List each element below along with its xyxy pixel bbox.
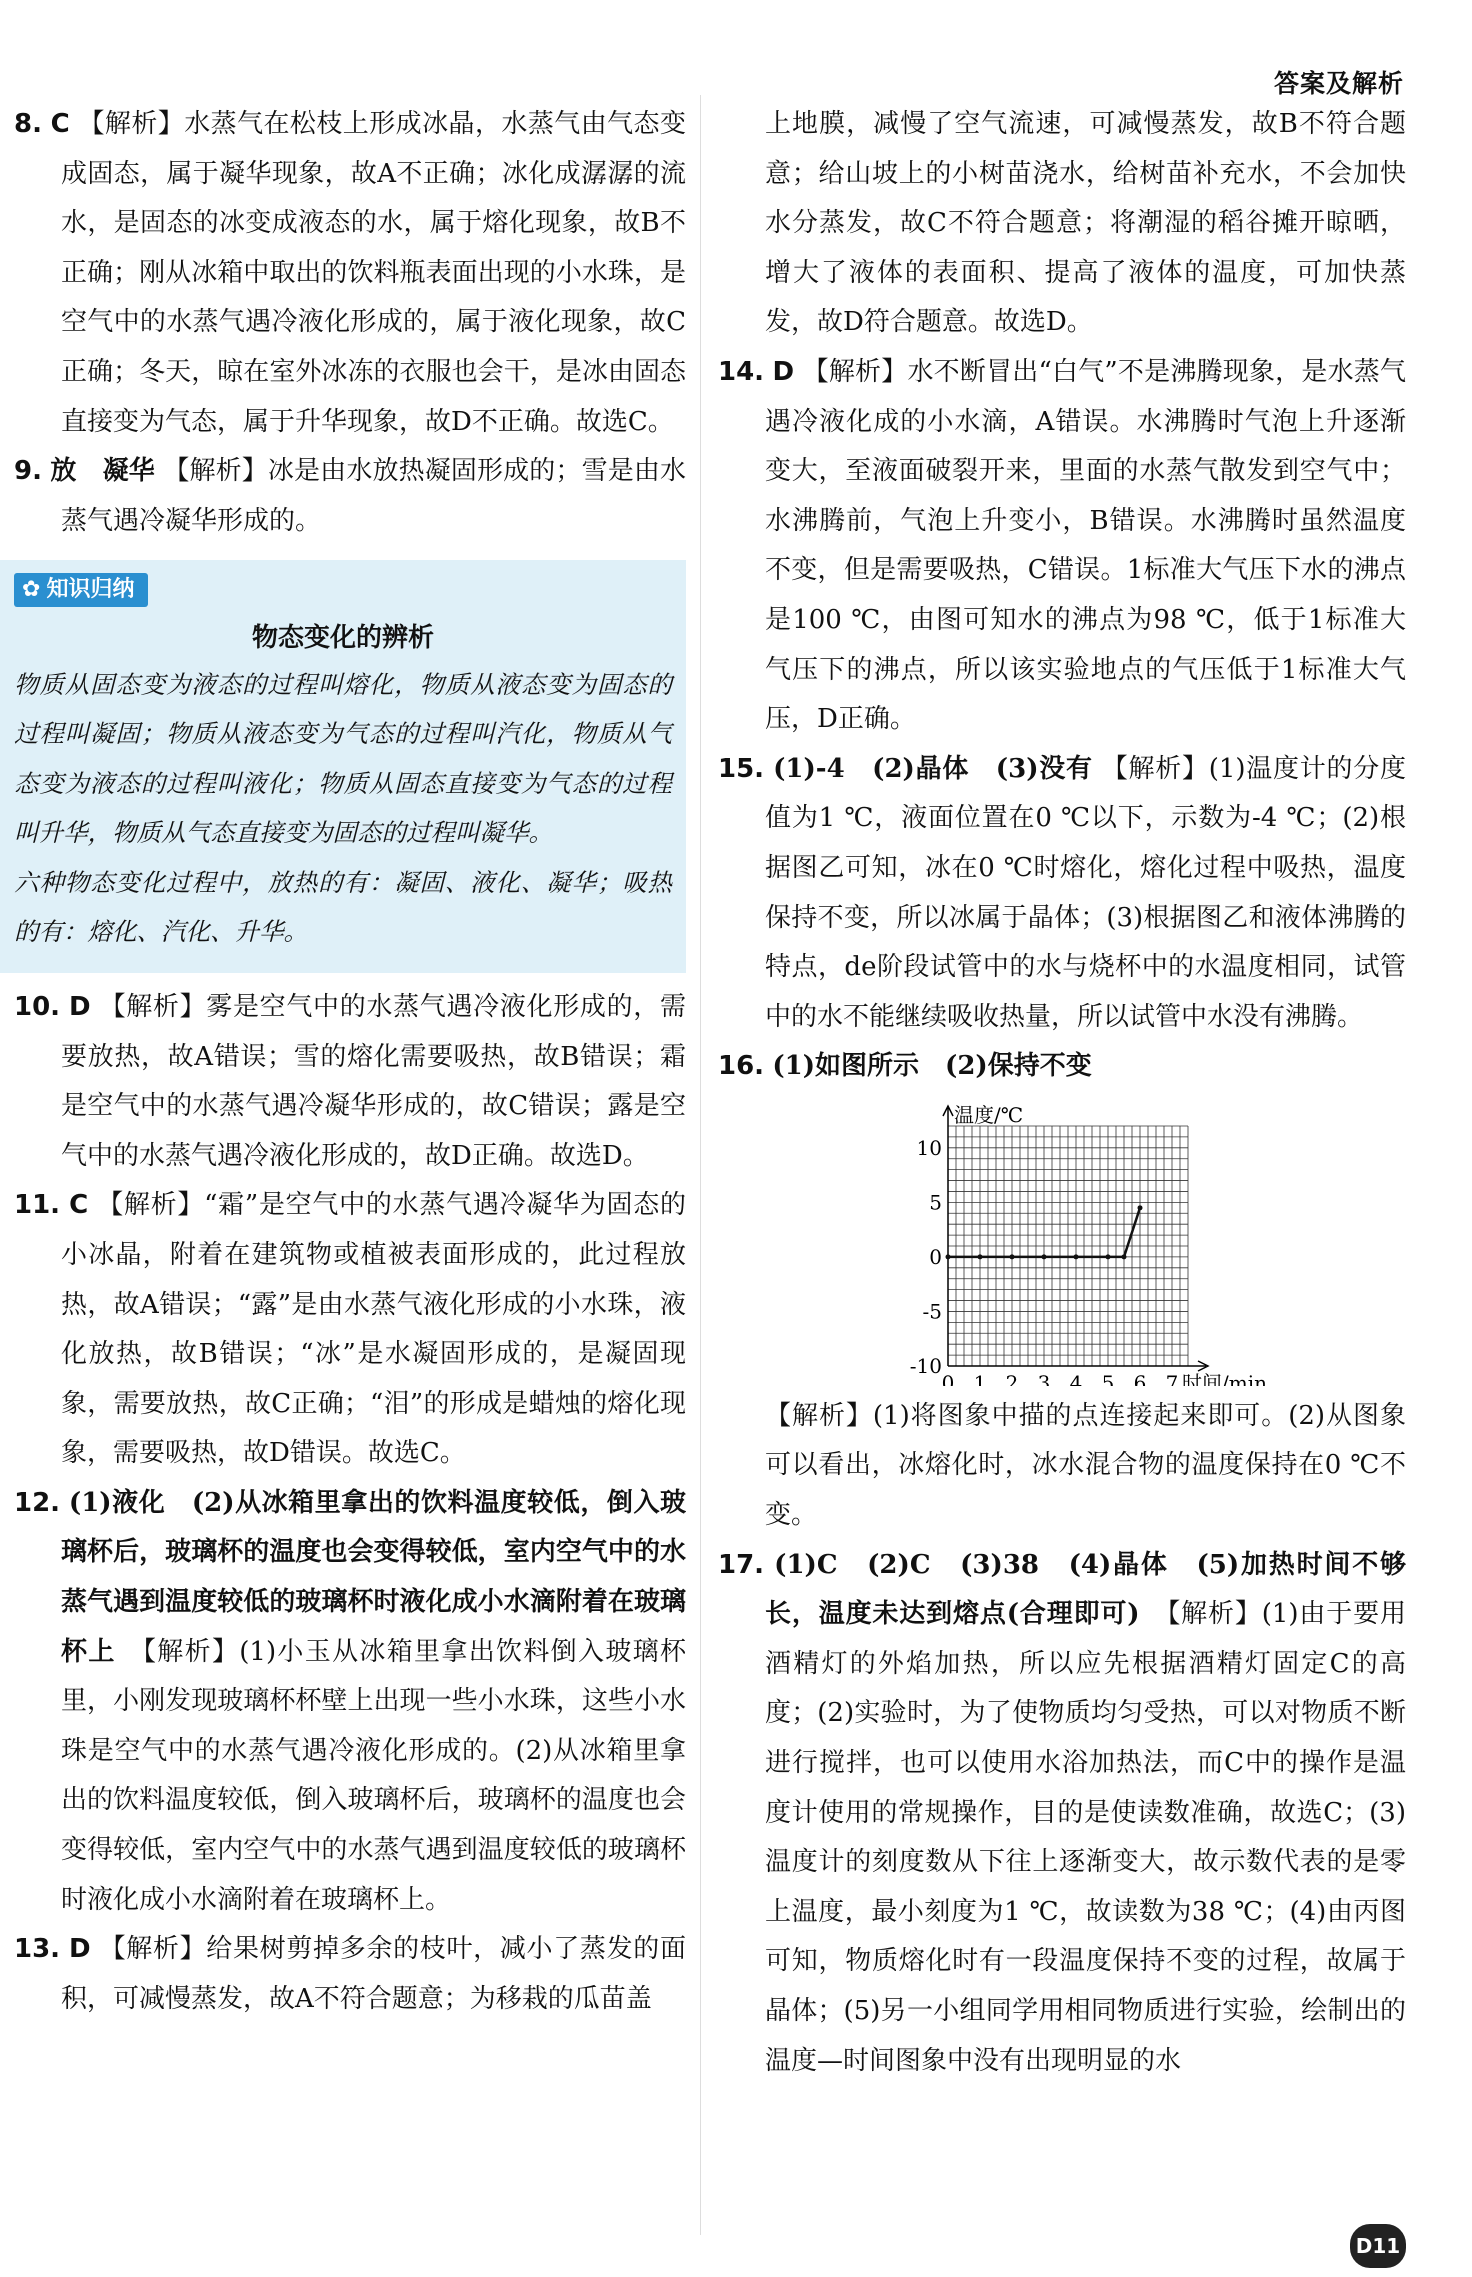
knowledge-para-1: 物质从固态变为液态的过程叫熔化，物质从液态变为固态的过程叫凝固；物质从液态变为气态的过程叫汽化，物质从气态变为液态的过程叫液化；物质从固态直接变为气态的过程叫升华，物质从气态直接变为固态的过程叫凝华。 [14, 669, 672, 848]
q13-explanation: 【解析】给果树剪掉多余的枝叶，减小了蒸发的面积，可减慢蒸发，故A不符合题意；为移栽的瓜苗盖 [61, 1934, 686, 2014]
x-tick-label: 1 [973, 1370, 987, 1386]
answer-13 [14, 1925, 686, 2024]
left-column [14, 100, 686, 2024]
data-point [1042, 1254, 1047, 1259]
answer-11 [14, 1181, 686, 1479]
q8-explanation: 【解析】水蒸气在松枝上形成冰晶，水蒸气由气态变成固态，属于凝华现象，故A不正确；冰化成潺潺的流水，是固态的冰变成液态的水，属于熔化现象，故B不正确；刚从冰箱中取出的饮料瓶表面出现的小水珠，是空气中的水蒸气遇冷液化形成的，属于液化现象，故C正确；冬天，晾在室外冰冻的衣服也会干，是冰由固态直接变为气态，属于升华现象，故D不正确。故选C。 [61, 109, 686, 437]
temperature-chart-svg [858, 1096, 1278, 1386]
q11-explanation: 【解析】“霜”是空气中的水蒸气遇冷凝华为固态的小冰晶，附着在建筑物或植被表面形成的，此过程放热，故A错误；“露”是由水蒸气液化形成的小水珠，液化放热，故B错误；“冰”是水凝固形成的，是凝固现象，需要放热，故C正确；“泪”的形成是蜡烛的熔化现象，需要吸热，故D错误。故选C。 [61, 1190, 687, 1469]
data-point [1138, 1205, 1143, 1210]
answer-12 [14, 1479, 686, 1925]
q12-explanation: 【解析】(1)小玉从冰箱里拿出饮料倒入玻璃杯里，小刚发现玻璃杯杯壁上出现一些小水珠，这些小水珠是空气中的水蒸气遇冷液化形成的。(2)从冰箱里拿出的饮料温度较低，倒入玻璃杯后，玻璃杯的温度也会变得较低，室内空气中的水蒸气遇到温度较低的玻璃杯时液化成小水滴附着在玻璃杯上。 [61, 1636, 686, 1915]
q16-answer: (1)如图所示 (2)保持不变 [772, 1051, 1092, 1082]
y-tick-label: -10 [909, 1353, 942, 1378]
q16-explanation: 【解析】(1)将图象中描的点连接起来即可。(2)从图象可以看出，冰熔化时，冰水混合物的温度保持在0 ℃不变。 [765, 1400, 1406, 1531]
q15-answer: (1)-4 (2)晶体 (3)没有 [773, 753, 1093, 784]
q13-number: 13. [14, 1934, 61, 1965]
q9-number: 9. [14, 456, 42, 487]
answer-15 [718, 745, 1406, 1043]
x-tick-label: 4 [1069, 1370, 1083, 1386]
knowledge-tag [14, 573, 148, 607]
knowledge-para-2: 六种物态变化过程中，放热的有：凝固、液化、凝华；吸热的有：熔化、汽化、升华。 [14, 867, 672, 947]
star-icon: ✿ [22, 577, 41, 603]
x-tick-label: 2 [1005, 1370, 1019, 1386]
q14-answer: D [772, 356, 795, 387]
y-tick-label: 0 [929, 1244, 942, 1269]
q12-number: 12. [14, 1487, 61, 1518]
x-tick-label: 3 [1037, 1370, 1051, 1386]
x-tick-label: 6 [1133, 1370, 1147, 1386]
answer-9 [14, 447, 686, 546]
x-tick-label: 0 [941, 1370, 955, 1386]
x-axis-label: 时间/min [1182, 1370, 1267, 1386]
q14-explanation: 【解析】水不断冒出“白气”不是沸腾现象，是水蒸气遇冷液化成的小水滴，A错误。水沸腾时气泡上升逐渐变大，至液面破裂开来，里面的水蒸气散发到空气中；水沸腾前，气泡上升变小，B错误。水沸腾时虽然温度不变，但是需要吸热，C错误。1标准大气压下水的沸点是100 ℃，由图可知水的沸点为98 ℃，低于1标准大气压下的沸点，所以该实验地点的气压低于1标准大气压，D正确。 [765, 356, 1407, 735]
q15-number: 15. [718, 753, 765, 784]
q11-number: 11. [14, 1190, 61, 1221]
q10-explanation: 【解析】雾是空气中的水蒸气遇冷液化形成的，需要放热，故A错误；雪的熔化需要吸热，故B错误；霜是空气中的水蒸气遇冷凝华形成的，故C错误；露是空气中的水蒸气遇冷液化形成的，故D正确。故选D。 [61, 991, 686, 1171]
knowledge-box [0, 560, 686, 973]
data-point [1074, 1254, 1079, 1259]
q12-answer: (1)液化 (2)从冰箱里拿出的饮料温度较低，倒入玻璃杯后，玻璃杯的温度也会变得较低，室内空气中的水蒸气遇到温度较低的玻璃杯时液化成小水滴附着在玻璃杯上 [61, 1487, 687, 1667]
q17-number: 17. [718, 1549, 765, 1580]
q14-number: 14. [718, 356, 765, 387]
q8-number: 8. [14, 109, 42, 139]
data-point [1010, 1254, 1015, 1259]
x-tick-label: 5 [1101, 1370, 1115, 1386]
q10-number: 10. [14, 991, 61, 1022]
answer-10 [14, 983, 686, 1181]
q9-answer: 放 凝华 [50, 456, 155, 487]
data-point [946, 1254, 951, 1259]
y-axis-label: 温度/℃ [954, 1102, 1024, 1127]
answer-13-continued: 上地膜，减慢了空气流速，可减慢蒸发，故B不符合题意；给山坡上的小树苗浇水，给树苗补充水，不会加快水分蒸发，故C不符合题意；将潮湿的稻谷摊开晾晒，增大了液体的表面积、提高了液体的温度，可加快蒸发，故D符合题意。故选D。 [765, 109, 1406, 338]
knowledge-tag-label: 知识归纳 [46, 577, 135, 603]
temperature-chart [858, 1096, 1278, 1386]
column-divider [700, 95, 701, 2235]
knowledge-title: 物态变化的辨析 [251, 622, 434, 653]
q11-answer: C [69, 1190, 89, 1221]
right-column [718, 100, 1406, 2086]
q17-explanation: 【解析】(1)由于要用酒精灯的外焰加热，所以应先根据酒精灯固定C的高度；(2)实验时，为了使物质均匀受热，可以对物质不断进行搅拌，也可以使用水浴加热法，而C中的操作是温度计使用的常规操作，目的是使读数准确，故选C；(3)温度计的刻度数从下往上逐渐变大，故示数代表的是零上温度，最小刻度为1 ℃，故读数为38 ℃；(4)由丙图可知，物质熔化时有一段温度保持不变的过程，故属于晶体；(5)另一小组同学用相同物质进行实验，绘制出的温度—时间图象中没有出现明显的水 [765, 1599, 1406, 2076]
q15-explanation: 【解析】(1)温度计的分度值为1 ℃，液面位置在0 ℃以下，示数为-4 ℃；(2)根据图乙可知，冰在0 ℃时熔化，熔化过程中吸热，温度保持不变，所以冰属于晶体；(3)根据图乙和液体沸腾的特点，de阶段试管中的水与烧杯中的水温度相同，试管中的水不能继续吸收热量，所以试管中水没有沸腾。 [765, 753, 1407, 1032]
q17-answer: (1)C (2)C (3)38 (4)晶体 (5)加热时间不够长，温度未达到熔点(合理即可) [765, 1549, 1407, 1630]
q8-answer: C [50, 109, 70, 139]
x-tick-label: 7 [1165, 1370, 1179, 1386]
y-tick-label: 10 [916, 1135, 942, 1160]
q10-answer: D [69, 991, 91, 1022]
data-point [1122, 1254, 1127, 1259]
page-header: 答案及解析 [1273, 69, 1404, 98]
y-tick-label: 5 [929, 1190, 942, 1215]
answer-16 [718, 1042, 1406, 1092]
y-tick-label: -5 [922, 1299, 942, 1324]
answer-14 [718, 348, 1406, 745]
data-point [978, 1254, 983, 1259]
data-point [1106, 1254, 1111, 1259]
q13-answer: D [69, 1934, 91, 1965]
q9-explanation: 【解析】冰是由水放热凝固形成的；雪是由水蒸气遇冷凝华形成的。 [61, 456, 686, 536]
answer-17 [718, 1541, 1406, 2087]
page-number-badge: D11 [1350, 2224, 1406, 2268]
answer-8 [14, 100, 686, 447]
q16-number: 16. [718, 1051, 765, 1082]
